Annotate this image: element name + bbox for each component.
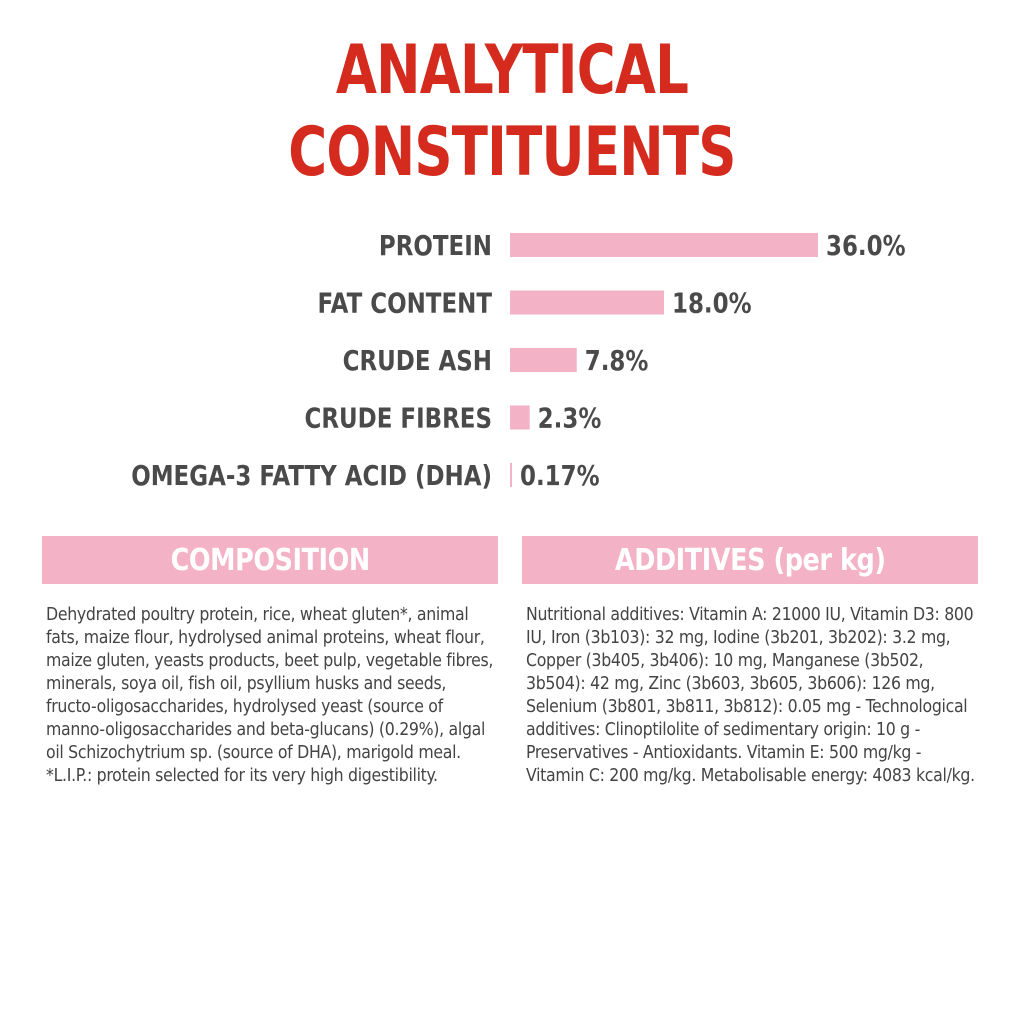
bar-value-label: 0.17%	[520, 459, 600, 493]
composition-header-label: COMPOSITION	[170, 542, 370, 578]
bar	[510, 406, 530, 430]
bar	[510, 291, 664, 315]
bar-value-label: 18.0%	[672, 287, 752, 321]
additives-section	[522, 536, 978, 788]
title-line-1: ANALYTICAL	[335, 31, 689, 110]
composition-text: Dehydrated poultry protein, rice, wheat gluten*, animal fats, maize flour, hydrolysed animal proteins, wheat flour, maize gluten, yeasts products, beet pulp, vegetable fibres, minerals, soya oil, fish oil, psyllium husks and seeds, fructo-oligosaccharides, hydrolysed yeast (source of manno-oligosaccharides and beta-glucans) (0.29%), algal oil Schizochytrium sp. (source of DHA), marigold meal. *L.I.P.: protein selected for its very high digestibility.	[46, 605, 494, 786]
analytical-constituents-chart	[0, 214, 1024, 504]
title-line-2: CONSTITUENTS	[288, 113, 736, 192]
bar-value-label: 36.0%	[826, 229, 906, 263]
additives-header	[522, 536, 978, 584]
bar	[510, 233, 818, 257]
bar	[510, 463, 512, 487]
additives-text: Nutritional additives: Vitamin A: 21000 IU, Vitamin D3: 800 IU, Iron (3b103): 32 mg, Iodine (3b201, 3b202): 3.2 mg, Copper (3b405, 3b406): 10 mg, Manganese (3b502, 3b504): 42 mg, Zinc (3b603, 3b605, 3b606): 126 mg, Selenium (3b801, 3b811, 3b812): 0.05 mg - Technological additives: Clinoptilolite of sedimentary origin: 10 g - Preservatives - Antioxidants. Vitamin E: 500 mg/kg - Vitamin C: 200 mg/kg. Metabolisable energy: 4083 kcal/kg.	[526, 605, 975, 786]
bar-label: FAT CONTENT	[317, 287, 493, 321]
bar-label: OMEGA-3 FATTY ACID (DHA)	[131, 459, 493, 493]
composition-section	[42, 536, 498, 788]
bar-label: CRUDE ASH	[342, 344, 493, 378]
bar-label: PROTEIN	[378, 229, 493, 263]
page-title	[113, 30, 912, 194]
additives-header-label: ADDITIVES (per kg)	[614, 542, 886, 578]
bar-label: CRUDE FIBRES	[304, 402, 493, 436]
bar	[510, 348, 577, 372]
bar-value-label: 2.3%	[537, 402, 602, 436]
bar-value-label: 7.8%	[584, 344, 649, 378]
composition-header	[42, 536, 498, 584]
